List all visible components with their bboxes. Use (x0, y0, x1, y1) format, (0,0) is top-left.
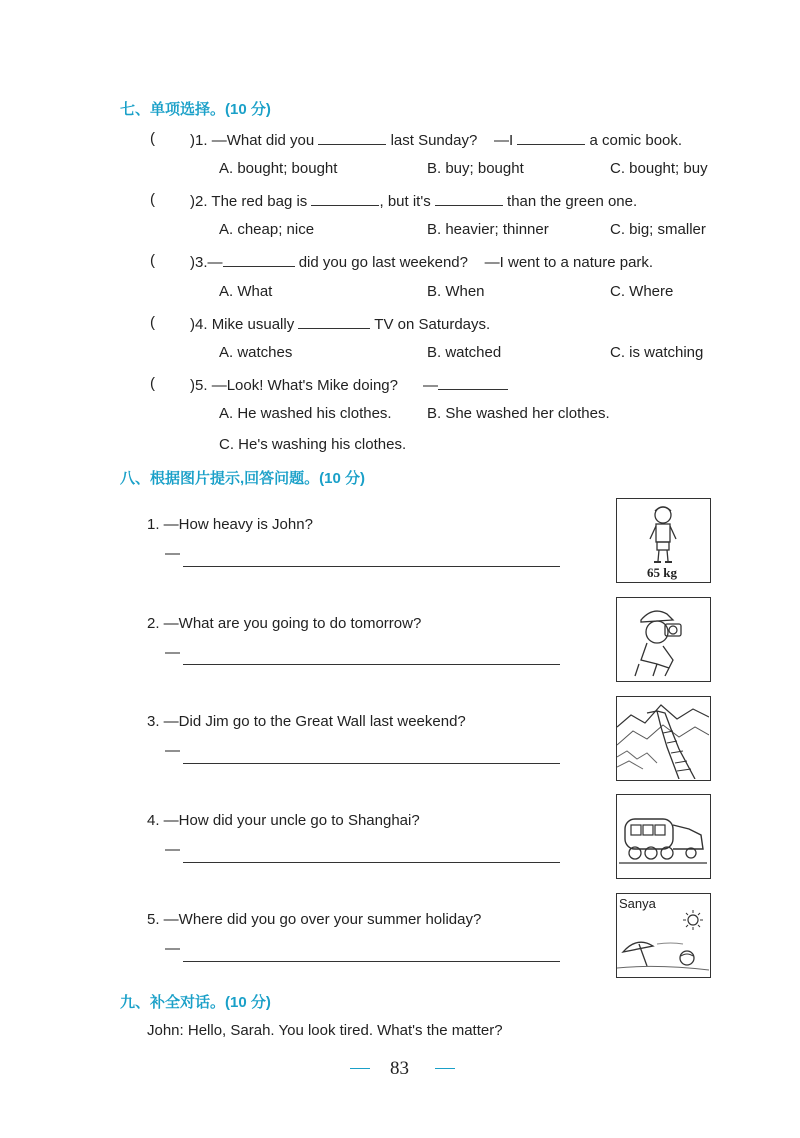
answer-line[interactable] (183, 862, 560, 863)
camera-boy-icon (617, 598, 709, 680)
option-b[interactable]: B. buy; bought (427, 160, 524, 177)
picture-question-3: 3. —Did Jim go to the Great Wall last weekend? (147, 713, 466, 730)
option-a[interactable]: A. cheap; nice (219, 221, 315, 238)
option-c[interactable]: C. He's washing his clothes. (219, 436, 407, 453)
sanya-caption: Sanya (619, 896, 656, 911)
section-7-title: 七、单项选择。(10 分) (120, 101, 271, 118)
page-number-right-rule (435, 1068, 455, 1069)
q2-paren: ( (150, 191, 155, 208)
q5-paren: ( (150, 375, 155, 392)
answer-dash: — (165, 644, 180, 661)
train-icon (617, 795, 709, 877)
dialogue-line-1: John: Hello, Sarah. You look tired. What's the matter? (147, 1022, 503, 1039)
answer-line[interactable] (183, 566, 560, 567)
q4-paren: ( (150, 314, 155, 331)
option-c[interactable]: C. bought; buy (610, 160, 708, 177)
option-c[interactable]: C. Where (610, 283, 674, 300)
section-8-title: 八、根据图片提示,回答问题。(10 分) (120, 470, 366, 487)
answer-blank[interactable] (517, 130, 585, 145)
answer-line[interactable] (183, 664, 560, 665)
question-7-1: )1. —What did you last Sunday? —I a comic book. (190, 132, 683, 149)
answer-dash: — (165, 545, 180, 562)
answer-dash: — (165, 841, 180, 858)
page-number-left-rule (350, 1068, 370, 1069)
answer-line[interactable] (183, 763, 560, 764)
answer-blank[interactable] (435, 191, 503, 206)
picture-box-4 (616, 794, 711, 879)
option-a[interactable]: A. bought; bought (219, 160, 338, 177)
answer-blank[interactable] (438, 375, 508, 390)
option-a[interactable]: A. watches (219, 344, 293, 361)
answer-dash: — (165, 940, 180, 957)
picture-box-5 (616, 893, 711, 978)
section-9-title: 九、补全对话。(10 分) (120, 994, 271, 1011)
picture-box-1 (616, 498, 711, 583)
option-c[interactable]: C. big; smaller (610, 221, 706, 238)
answer-blank[interactable] (223, 252, 295, 267)
answer-blank[interactable] (298, 314, 370, 329)
page-number: 83 (390, 1058, 409, 1079)
picture-question-5: 5. —Where did you go over your summer holiday? (147, 911, 482, 928)
q1-paren: ( (150, 130, 155, 147)
question-7-2: )2. The red bag is , but it's than the green one. (190, 193, 638, 210)
option-b[interactable]: B. She washed her clothes. (427, 405, 610, 422)
question-7-4: )4. Mike usually TV on Saturdays. (190, 316, 491, 333)
question-7-5: )5. —Look! What's Mike doing? — (190, 375, 508, 394)
q3-paren: ( (150, 252, 155, 269)
option-b[interactable]: B. watched (427, 344, 502, 361)
question-7-3: )3.— did you go last weekend? —I went to a nature park. (190, 254, 654, 271)
answer-blank[interactable] (318, 130, 386, 145)
picture-box-2 (616, 597, 711, 682)
option-c[interactable]: C. is watching (610, 344, 704, 361)
answer-blank[interactable] (311, 191, 379, 206)
option-b[interactable]: B. heavier; thinner (427, 221, 549, 238)
option-a[interactable]: A. What (219, 283, 273, 300)
picture-question-1: 1. —How heavy is John? (147, 516, 313, 533)
option-b[interactable]: B. When (427, 283, 485, 300)
weight-caption: 65 kg (647, 565, 677, 580)
great-wall-icon (617, 697, 709, 779)
option-a[interactable]: A. He washed his clothes. (219, 405, 392, 422)
picture-box-3 (616, 696, 711, 781)
answer-dash: — (165, 742, 180, 759)
answer-line[interactable] (183, 961, 560, 962)
picture-question-4: 4. —How did your uncle go to Shanghai? (147, 812, 420, 829)
picture-question-2: 2. —What are you going to do tomorrow? (147, 615, 422, 632)
